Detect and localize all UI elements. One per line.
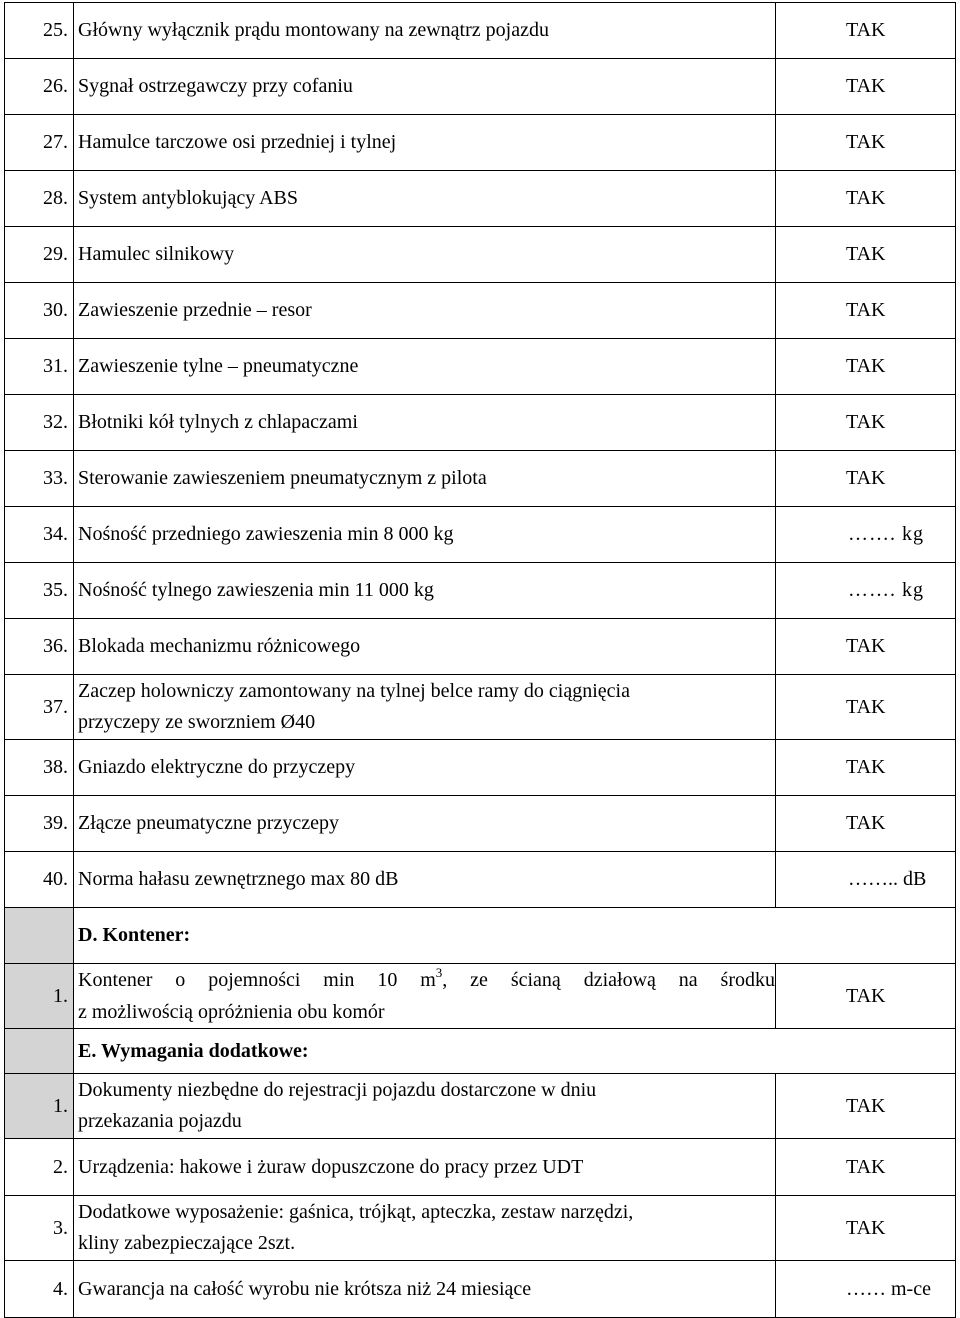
row-value: TAK (846, 411, 886, 433)
row-number: 34. (5, 507, 74, 563)
row-number: 33. (5, 451, 74, 507)
table-row (5, 3, 956, 59)
row-number: 27. (5, 115, 74, 171)
row-number: 28. (5, 171, 74, 227)
row-description: Norma hałasu zewnętrznego max 80 dB (74, 852, 776, 908)
row-number: 40. (5, 852, 74, 908)
row-description-line: kliny zabezpieczające 2szt. (78, 1232, 296, 1254)
row-description (74, 1074, 776, 1139)
table-row (5, 227, 956, 283)
row-value: TAK (846, 467, 886, 489)
row-number: 39. (5, 796, 74, 852)
section-heading-kontener: D. Kontener: (74, 908, 956, 964)
row-description-line: Dodatkowe wyposażenie: gaśnica, trójkąt, apteczka, zestaw narzędzi, (78, 1201, 634, 1223)
table-row (5, 619, 956, 675)
row-description-line: przyczepy ze sworzniem Ø40 (78, 711, 316, 733)
table-row (5, 740, 956, 796)
row-number: 31. (5, 339, 74, 395)
row-number: 1. (5, 964, 74, 1029)
row-value: TAK (846, 75, 886, 97)
row-number: 37. (5, 675, 74, 740)
row-value: TAK (846, 131, 886, 153)
table-row (5, 115, 956, 171)
row-number: 29. (5, 227, 74, 283)
row-description-line: przekazania pojazdu (78, 1110, 242, 1132)
row-value: TAK (846, 984, 886, 1007)
row-number: 38. (5, 740, 74, 796)
row-value: TAK (846, 1216, 886, 1239)
table-row (5, 1074, 956, 1139)
row-value-fill-blank: …….. dB (848, 868, 927, 890)
section-header-row (5, 1029, 956, 1074)
row-number: 35. (5, 563, 74, 619)
row-description: Blokada mechanizmu różnicowego (74, 619, 776, 675)
row-number: 1. (5, 1074, 74, 1139)
row-description: Nośność tylnego zawieszenia min 11 000 kg (74, 563, 776, 619)
row-value: TAK (846, 1094, 886, 1117)
row-description: Złącze pneumatyczne przyczepy (74, 796, 776, 852)
row-value: TAK (846, 812, 886, 834)
row-description: Błotniki kół tylnych z chlapaczami (74, 395, 776, 451)
table-row (5, 796, 956, 852)
row-description: Urządzenia: hakowe i żuraw dopuszczone do pracy przez UDT (74, 1139, 776, 1196)
row-number: 4. (5, 1261, 74, 1318)
row-number: 25. (5, 3, 74, 59)
row-value-fill-blank: …… m-ce (846, 1277, 931, 1300)
row-description: Sterowanie zawieszeniem pneumatycznym z pilota (74, 451, 776, 507)
row-value-fill-blank: ……. kg (848, 579, 924, 601)
row-description (74, 675, 776, 740)
row-description: Gniazdo elektryczne do przyczepy (74, 740, 776, 796)
table-row (5, 171, 956, 227)
row-value: TAK (846, 756, 886, 778)
table-row (5, 451, 956, 507)
table-row (5, 507, 956, 563)
table-row (5, 395, 956, 451)
row-number: 30. (5, 283, 74, 339)
section-heading-wymagania: E. Wymagania dodatkowe: (74, 1029, 956, 1074)
section-gray-cell (5, 908, 74, 964)
row-description: Zawieszenie przednie – resor (74, 283, 776, 339)
row-description: Hamulec silnikowy (74, 227, 776, 283)
row-description-line: Kontener o pojemności min 10 $m^3$, ze ścianą działową na środku (78, 964, 775, 991)
table-row (5, 563, 956, 619)
section-gray-cell (5, 1029, 74, 1074)
row-number: 32. (5, 395, 74, 451)
row-description: System antyblokujący ABS (74, 171, 776, 227)
row-description (74, 1196, 776, 1261)
row-description-line: Zaczep holowniczy zamontowany na tylnej belce ramy do ciągnięcia (78, 680, 630, 702)
row-value: TAK (846, 695, 886, 718)
row-number: 36. (5, 619, 74, 675)
row-description: Nośność przedniego zawieszenia min 8 000 kg (74, 507, 776, 563)
row-number: 3. (5, 1196, 74, 1261)
row-description: Zawieszenie tylne – pneumatyczne (74, 339, 776, 395)
row-value: TAK (846, 1155, 886, 1178)
row-description: Gwarancja na całość wyrobu nie krótsza niż 24 miesiące (74, 1261, 776, 1318)
table-row (5, 675, 956, 740)
table-row (5, 283, 956, 339)
table-row (5, 339, 956, 395)
table-row (5, 1196, 956, 1261)
row-value: TAK (846, 635, 886, 657)
row-value: TAK (846, 243, 886, 265)
row-value: TAK (846, 355, 886, 377)
row-value: TAK (846, 299, 886, 321)
row-description (74, 964, 776, 1029)
row-description: Sygnał ostrzegawczy przy cofaniu (74, 59, 776, 115)
table-row (5, 1261, 956, 1318)
section-header-row (5, 908, 956, 964)
table-row (5, 852, 956, 908)
row-number: 26. (5, 59, 74, 115)
row-description: Główny wyłącznik prądu montowany na zewnątrz pojazdu (74, 3, 776, 59)
row-number: 2. (5, 1139, 74, 1196)
table-row (5, 1139, 956, 1196)
table-row (5, 964, 956, 1029)
row-description: Hamulce tarczowe osi przedniej i tylnej (74, 115, 776, 171)
row-description-line: Dokumenty niezbędne do rejestracji pojazdu dostarczone w dniu (78, 1079, 597, 1101)
row-description-line: z możliwością opróżnienia obu komór (78, 1000, 385, 1023)
specification-table (4, 2, 956, 1318)
row-value-fill-blank: ……. kg (848, 523, 924, 545)
table-row (5, 59, 956, 115)
row-value: TAK (846, 187, 886, 209)
row-value: TAK (846, 19, 886, 41)
